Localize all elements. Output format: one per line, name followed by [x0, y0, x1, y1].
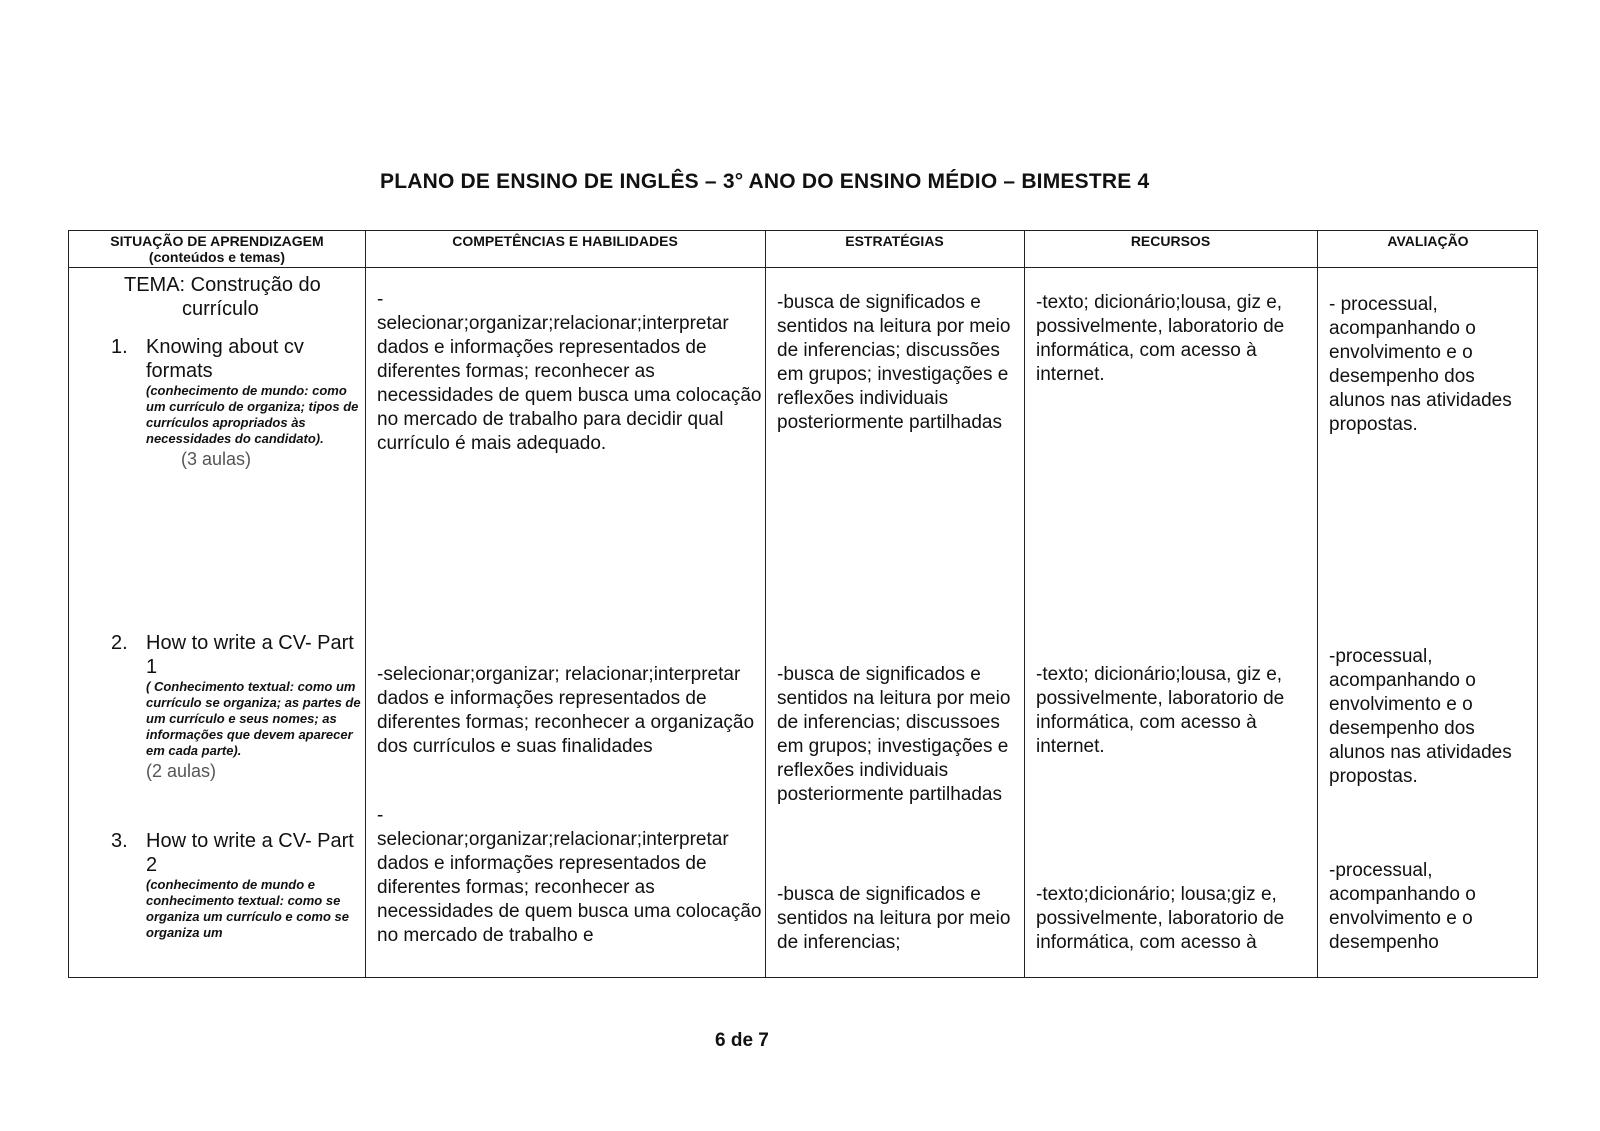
- recursos-1: -texto; dicionário;lousa, giz e, possivelmente, laboratorio de informática, com acesso à internet.: [1036, 292, 1285, 385]
- header-avaliacao: AVALIAÇÃO: [1387, 233, 1469, 249]
- list-item: 1. Knowing about cv formats (conhecimento de mundo: como um currículo de organiza; tipos de currículos apropriados às necessidades do candidato). (3 aulas): [111, 336, 359, 469]
- header-situacao: SITUAÇÃO DE APRENDIZAGEM (conteúdos e temas): [110, 233, 324, 265]
- header-divider: [69, 267, 1537, 268]
- competencias-1: - selecionar;organizar;relacionar;interpretar dados e informações representados de diferentes formas; reconhecer as necessidades de quem busca uma colocação no mercado de trabalho para decidir qual currículo é mais adequado.: [377, 289, 762, 454]
- estrategias-3: -busca de significados e sentidos na leitura por meio de inferencias;: [777, 884, 1011, 953]
- competencias-2: -selecionar;organizar; relacionar;interpretar dados e informações representados de diferentes formas; reconhecer a organização dos currículos e suas finalidades: [377, 664, 755, 757]
- avaliacao-1: - processual, acompanhando o envolvimento e o desempenho dos alunos nas atividades propostas.: [1329, 294, 1512, 435]
- column-divider: [1024, 231, 1025, 977]
- column-divider: [365, 231, 366, 977]
- competencias-3: - selecionar;organizar;relacionar;interpretar dados e informações representados de diferentes formas; reconhecer as necessidades de quem busca uma colocação no mercado de trabalho e: [377, 805, 762, 946]
- header-recursos: RECURSOS: [1130, 233, 1211, 249]
- recursos-3: -texto;dicionário; lousa;giz e, possivelmente, laboratorio de informática, com acesso à: [1036, 884, 1285, 953]
- estrategias-1: -busca de significados e sentidos na leitura por meio de inferencias; discussões em grupos; investigações e reflexões individuais posteriormente partilhadas: [777, 292, 1011, 433]
- avaliacao-2: -processual, acompanhando o envolvimento e o desempenho dos alunos nas atividades propostas.: [1329, 646, 1512, 787]
- column-divider: [765, 231, 766, 977]
- header-estrategias: ESTRATÉGIAS: [845, 233, 944, 249]
- column-divider: [1317, 231, 1318, 977]
- tema-heading: TEMA: Construção do currículo: [124, 274, 321, 320]
- plan-table: [68, 230, 1538, 978]
- list-item: 2. How to write a CV- Part 1 ( Conhecimento textual: como um currículo se organiza; as partes de um currículo e seus nomes; as informações que devem aparecer em cada parte). (2 aulas): [111, 632, 361, 781]
- recursos-2: -texto; dicionário;lousa, giz e, possivelmente, laboratorio de informática, com acesso à internet.: [1036, 664, 1285, 757]
- list-item: 3. How to write a CV- Part 2 (conhecimento de mundo e conhecimento textual: como se organiza um currículo e como se organiza um: [111, 830, 354, 940]
- page-number: 6 de 7: [715, 1030, 769, 1051]
- avaliacao-3: -processual, acompanhando o envolvimento e o desempenho: [1329, 860, 1476, 953]
- page-title: PLANO DE ENSINO DE INGLÊS – 3° ANO DO ENSINO MÉDIO – BIMESTRE 4: [380, 170, 1150, 193]
- estrategias-2: -busca de significados e sentidos na leitura por meio de inferencias; discussoes em grupos; investigações e reflexões individuais posteriormente partilhadas: [777, 664, 1011, 805]
- header-competencias: COMPETÊNCIAS E HABILIDADES: [452, 233, 678, 249]
